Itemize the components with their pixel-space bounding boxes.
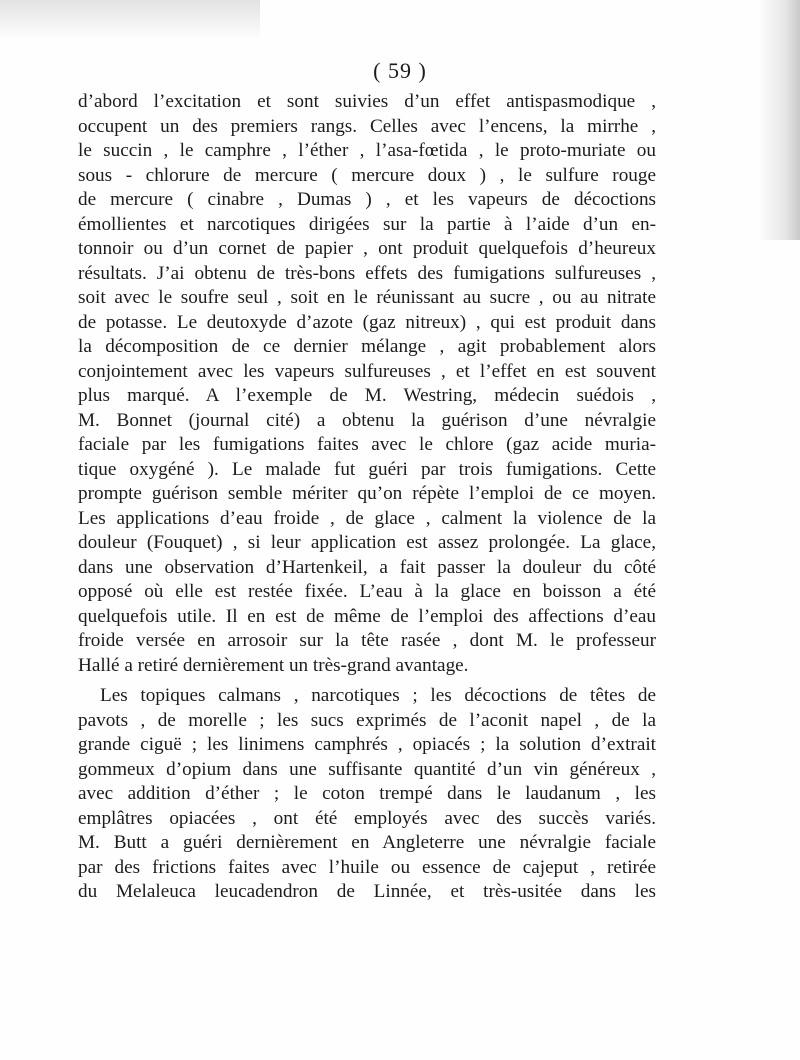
text-line: grande ciguë ; les linimens camphrés , opiacés ; la solution d’extrait xyxy=(78,734,656,755)
scan-shadow-top xyxy=(0,0,260,40)
text-line: M. Bonnet (journal cité) a obtenu la guérison d’une névralgie xyxy=(78,409,656,431)
text-line: quelquefois utile. Il en est de même de l’emploi des affections d’eau xyxy=(78,605,656,627)
text-line: M. Butt a guéri dernièrement en Angleterre une névralgie faciale xyxy=(78,832,656,853)
text-line: plus marqué. A l’exemple de M. Westring, médecin suédois , xyxy=(78,385,656,406)
text-line: occupent un des premiers rangs. Celles avec l’encens, la mirrhe , xyxy=(78,115,656,137)
text-line: opposé où elle est restée fixée. L’eau à la glace en boisson a été xyxy=(78,581,656,602)
text-line: de mercure ( cinabre , Dumas ) , et les vapeurs de décoctions xyxy=(78,189,656,210)
text-line: faciale par les fumigations faites avec le chlore (gaz acide muria- xyxy=(78,434,656,455)
paragraph xyxy=(78,90,656,678)
text-line: gommeux d’opium dans une suffisante quantité d’un vin généreux , xyxy=(78,758,656,780)
text-line: sous - chlorure de mercure ( mercure doux ) , le sulfure rouge xyxy=(78,164,656,186)
text-line: de potasse. Le deutoxyde d’azote (gaz nitreux) , qui est produit dans xyxy=(78,311,656,333)
text-line: pavots , de morelle ; les sucs exprimés de l’aconit napel , de la xyxy=(78,709,656,731)
text-line: conjointement avec les vapeurs sulfureuses , et l’effet en est souvent xyxy=(78,360,656,382)
text-line: le succin , le camphre , l’éther , l’asa-fœtida , le proto-muriate ou xyxy=(78,140,656,161)
text-line: soit avec le soufre seul , soit en le réunissant au sucre , ou au nitrate xyxy=(78,287,656,308)
text-line: d’abord l’excitation et sont suivies d’un effet antispasmodique , xyxy=(78,91,656,112)
text-line: Les applications d’eau froide , de glace , calment la violence de la xyxy=(78,507,656,529)
text-line: douleur (Fouquet) , si leur application est assez prolongée. La glace, xyxy=(78,532,656,553)
page-number: ( 59 ) xyxy=(373,58,427,83)
text-line: la décomposition de ce dernier mélange , agit probablement alors xyxy=(78,336,656,357)
text-line: emplâtres opiacées , ont été employés avec des succès variés. xyxy=(78,807,656,829)
scan-shadow-right xyxy=(758,0,800,240)
text-line: tique oxygéné ). Le malade fut guéri par trois fumigations. Cette xyxy=(78,458,656,480)
text-line: résultats. J’ai obtenu de très-bons effets des fumigations sulfureuses , xyxy=(78,262,656,284)
text-line: froide versée en arrosoir sur la tête rasée , dont M. le professeur xyxy=(78,630,656,651)
text-line: prompte guérison semble mériter qu’on répète l’emploi de ce moyen. xyxy=(78,483,656,504)
text-line: dans une observation d’Hartenkeil, a fait passer la douleur du côté xyxy=(78,556,656,578)
paragraph xyxy=(78,684,656,905)
text-line: Les topiques calmans , narcotiques ; les décoctions de têtes de xyxy=(100,685,656,706)
text-line: émollientes et narcotiques dirigées sur la partie à l’aide d’un en- xyxy=(78,213,656,235)
text-line: Hallé a retiré dernièrement un très-grand avantage. xyxy=(78,654,469,676)
text-line: par des frictions faites avec l’huile ou essence de cajeput , retirée xyxy=(78,856,656,878)
text-line: avec addition d’éther ; le coton trempé dans le laudanum , les xyxy=(78,783,656,804)
text-line: du Melaleuca leucadendron de Linnée, et très-usitée dans les xyxy=(78,881,656,902)
text-line: tonnoir ou d’un cornet de papier , ont produit quelquefois d’heureux xyxy=(78,238,656,259)
body-text xyxy=(78,90,656,905)
